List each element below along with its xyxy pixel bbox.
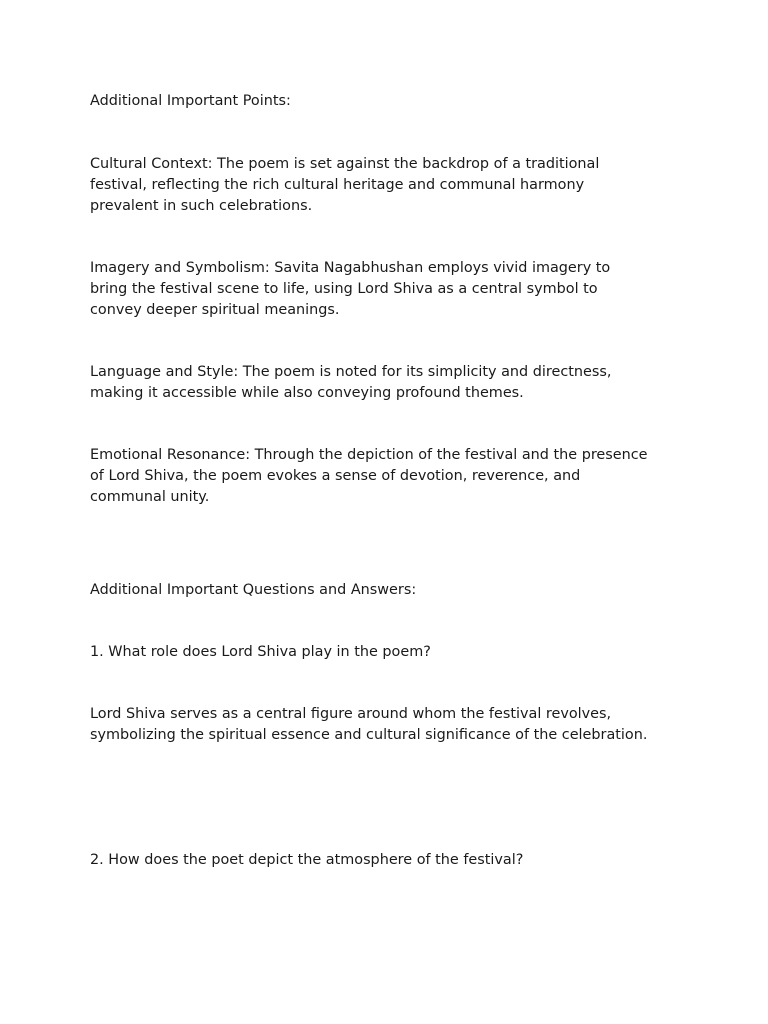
paragraph-cultural-context	[90, 154, 690, 216]
text-line: Emotional Resonance: Through the depiction of the festival and the presence	[90, 447, 648, 463]
text-line: making it accessible while also conveying profound themes.	[90, 384, 524, 401]
answer-1	[90, 704, 690, 746]
text-line: Additional Important Points:	[90, 93, 291, 109]
paragraph-emotional-resonance	[90, 445, 690, 507]
text-line: festival, reflecting the rich cultural heritage and communal harmony	[90, 176, 585, 193]
question-1	[90, 642, 690, 663]
text-line: Imagery and Symbolism: Savita Nagabhushan employs vivid imagery to	[90, 260, 611, 276]
text-line: Additional Important Questions and Answers:	[90, 582, 417, 598]
text-line: convey deeper spiritual meanings.	[90, 301, 340, 318]
paragraph-language-style	[90, 362, 690, 404]
text-line: symbolizing the spiritual essence and cultural significance of the celebration.	[90, 726, 648, 743]
heading-questions-answers	[90, 580, 690, 601]
text-line: prevalent in such celebrations.	[90, 197, 313, 214]
heading-important-points	[90, 91, 690, 112]
text-line: Cultural Context: The poem is set against the backdrop of a traditional	[90, 156, 600, 172]
text-line: of Lord Shiva, the poem evokes a sense of devotion, reverence, and	[90, 467, 581, 484]
question-2	[90, 850, 690, 871]
text-line: Lord Shiva serves as a central figure around whom the festival revolves,	[90, 706, 612, 722]
text-line: communal unity.	[90, 488, 210, 505]
text-line: bring the festival scene to life, using Lord Shiva as a central symbol to	[90, 280, 598, 297]
text-line: 1. What role does Lord Shiva play in the poem?	[90, 644, 431, 660]
text-line: Language and Style: The poem is noted for its simplicity and directness,	[90, 364, 612, 380]
paragraph-imagery-symbolism	[90, 258, 690, 320]
text-line: 2. How does the poet depict the atmosphere of the festival?	[90, 852, 524, 868]
